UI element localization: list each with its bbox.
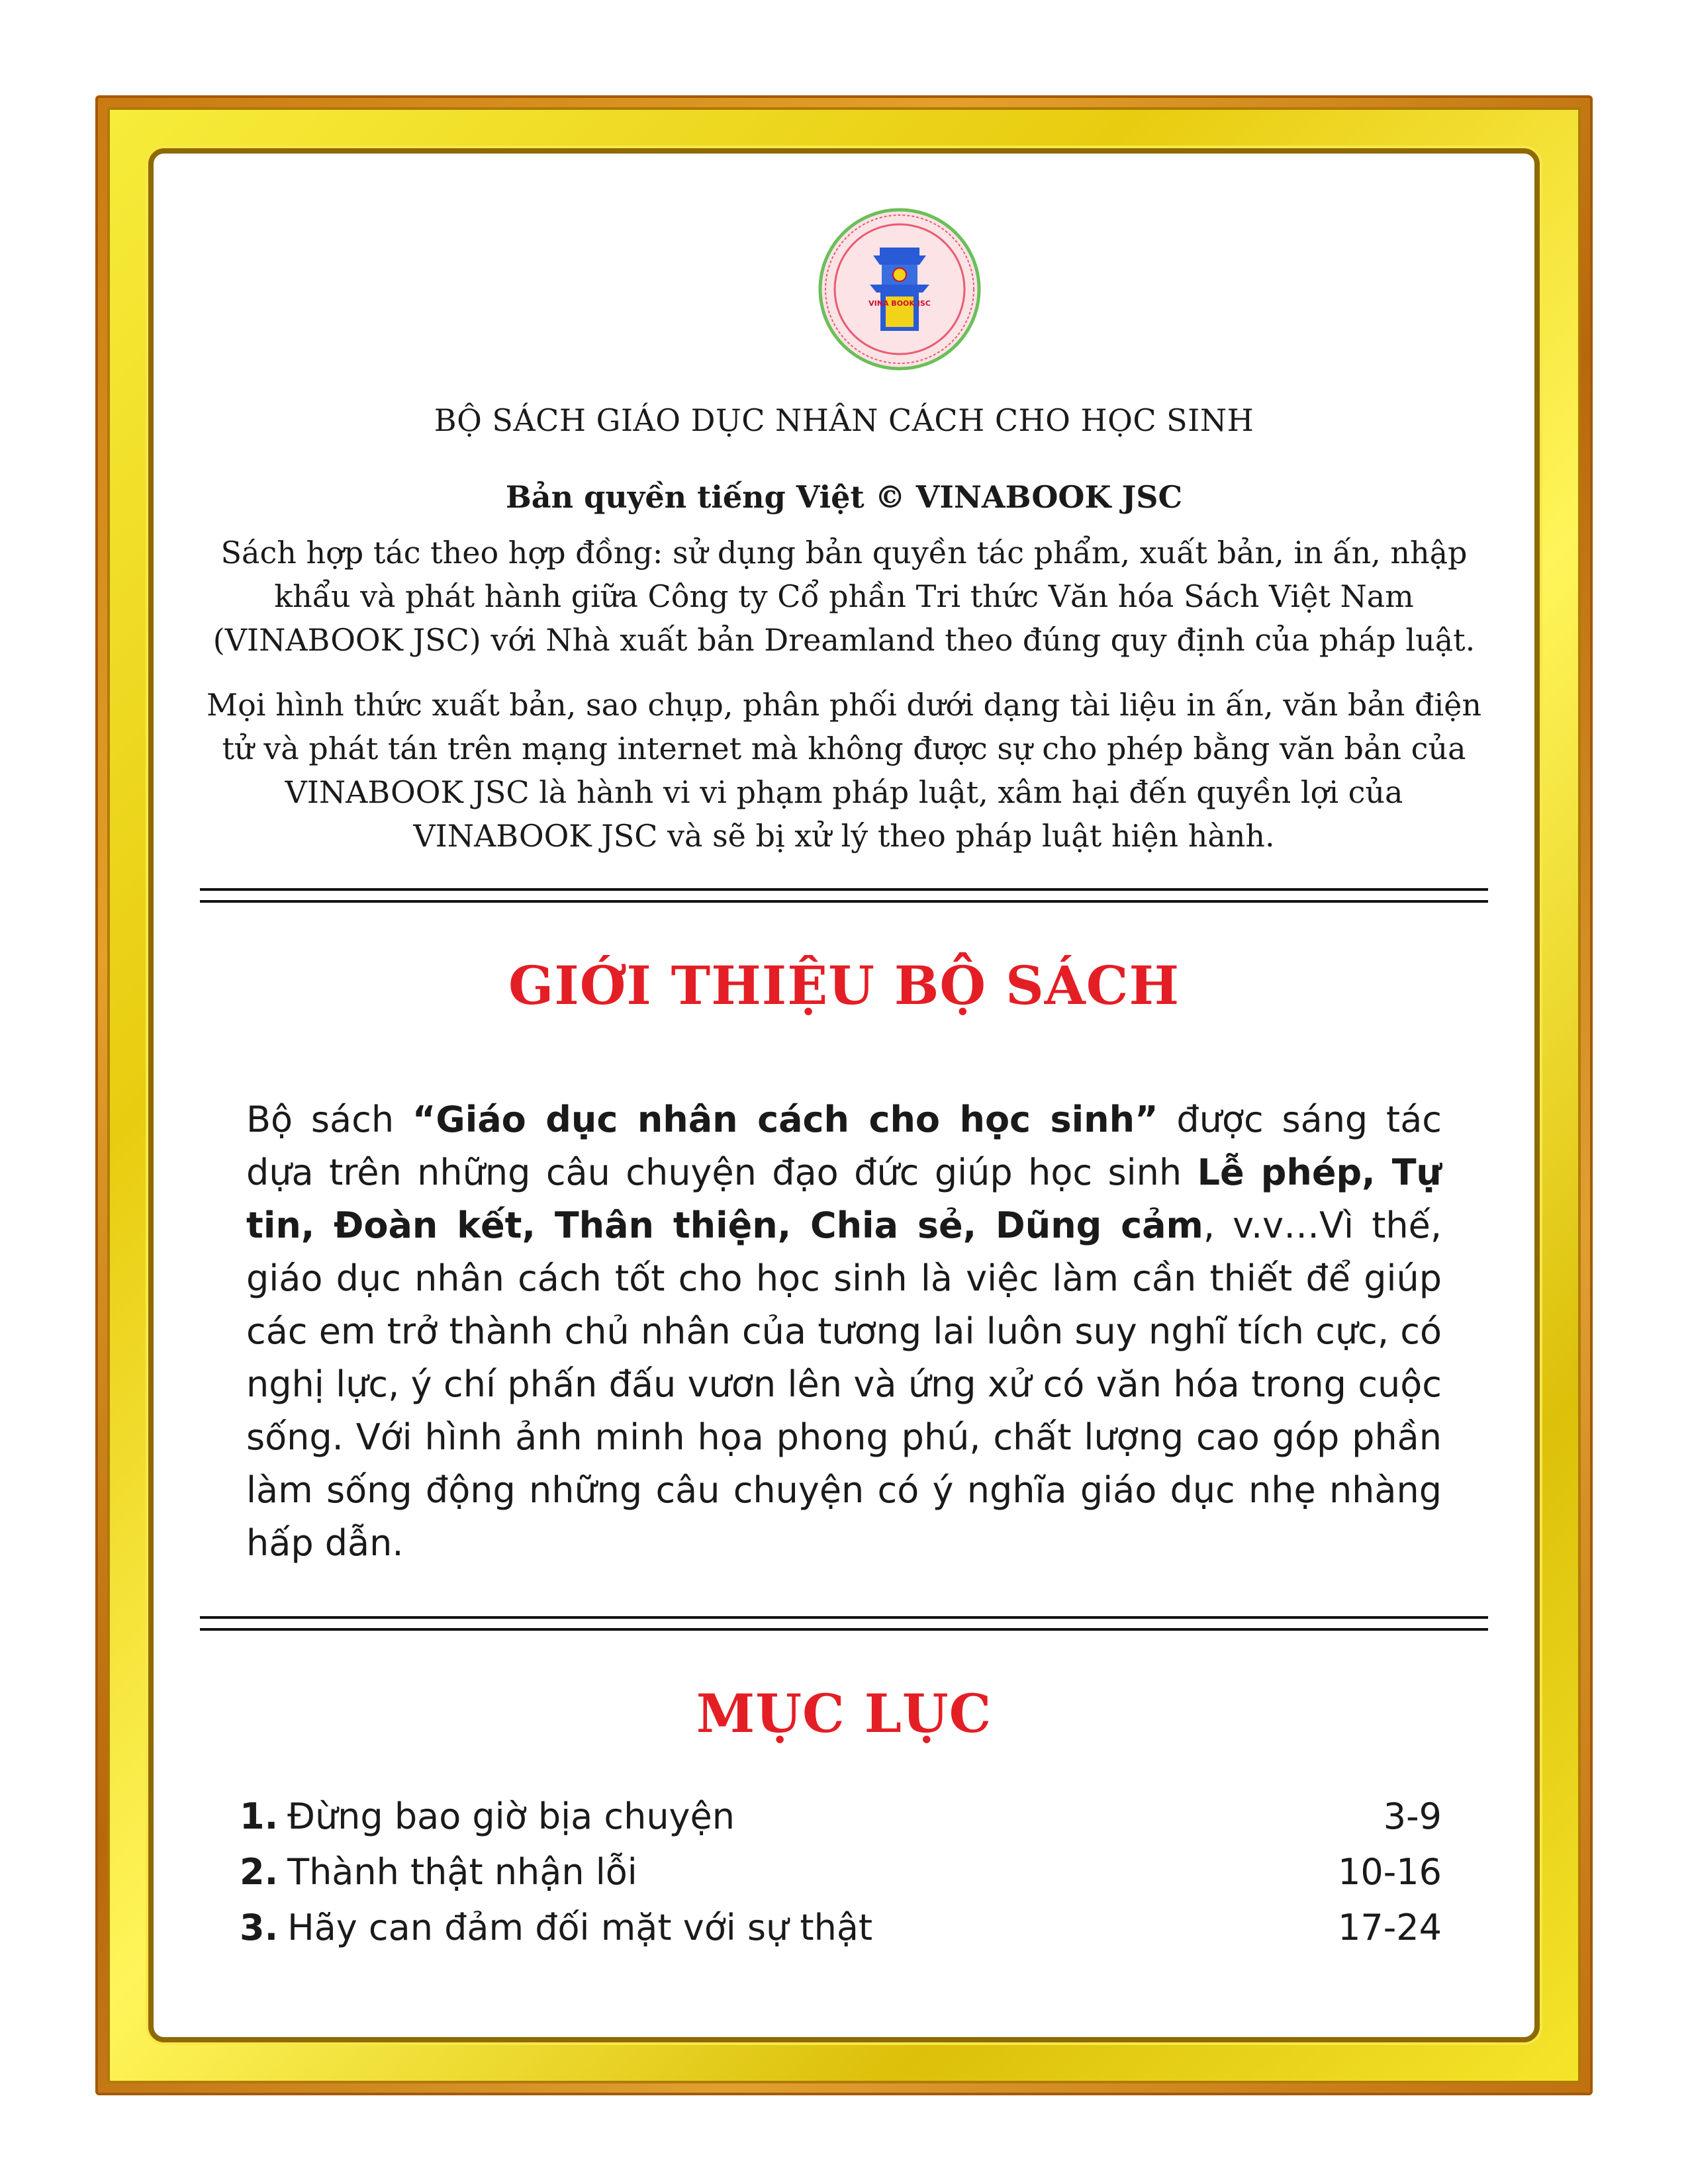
virtues-list: Lễ phép, Tự tin, Đoàn kết, Thân thiện, Chia sẻ, Dũng cảm	[246, 1152, 1442, 1246]
publisher-seal-logo	[817, 206, 982, 372]
copyright-line: Bản quyền tiếng Việt © VINABOOK JSC	[505, 479, 1183, 515]
double-rule-divider	[200, 888, 1488, 903]
intro-text-start: Bộ sách	[246, 1099, 412, 1140]
page-content	[154, 154, 1534, 2037]
toc-entry-title-group	[240, 1796, 735, 1837]
intro-text-end: , v.v…Vì thế, giáo dục nhân cách tốt cho học sinh là việc làm cần thiết để giúp các em trở thành chủ nhân của tương lai luôn suy nghĩ tích cực, có nghị lực, ý chí phấn đấu vươn lên và ứng xử có văn hóa trong cuộc sống. Với hình ảnh minh họa phong phú, chất lượng cao góp phần làm sống động những câu chuyện có ý nghĩa giáo dục nhẹ nhàng hấp dẫn.	[246, 1205, 1442, 1564]
toc-heading: MỤC LỤC	[696, 1682, 992, 1745]
toc-entry-pages: 3-9	[1383, 1795, 1442, 1837]
toc-entry-title-group	[240, 1851, 637, 1893]
toc-entry[interactable]	[240, 1788, 1442, 1844]
toc-entry-title: Thành thật nhận lỗi	[287, 1850, 637, 1893]
toc-entry-number: 1.	[240, 1795, 279, 1837]
series-title: BỘ SÁCH GIÁO DỤC NHÂN CÁCH CHO HỌC SINH	[434, 402, 1254, 438]
toc-entry-number: 2.	[240, 1850, 279, 1893]
ornate-frame	[95, 95, 1593, 2095]
legal-paragraph-cooperation: Sách hợp tác theo hợp đồng: sử dụng bản quyền tác phẩm, xuất bản, in ấn, nhập khẩu và phát hành giữa Công ty Cổ phần Tri thức Văn hóa Sách Việt Nam (VINABOOK JSC) với Nhà xuất bản Dreamland theo đúng quy định của pháp luật.	[212, 535, 1476, 658]
series-name: “Giáo dục nhân cách cho học sinh”	[412, 1099, 1158, 1140]
intro-paragraph	[246, 1093, 1442, 1570]
seal-text: VINA BOOK JSC	[868, 299, 931, 308]
toc-entry-title-group	[240, 1907, 872, 1948]
legal-paragraph-warning: Mọi hình thức xuất bản, sao chụp, phân phối dưới dạng tài liệu in ấn, văn bản điện tử và phát tán trên mạng internet mà không được sự cho phép bằng văn bản của VINABOOK JSC là hành vi vi phạm pháp luật, xâm hại đến quyền lợi của VINABOOK JSC và sẽ bị xử lý theo pháp luật hiện hành.	[206, 687, 1482, 854]
table-of-contents	[240, 1788, 1442, 1955]
toc-entry-number: 3.	[240, 1906, 279, 1948]
gold-border	[107, 107, 1581, 2083]
toc-entry-title: Đừng bao giờ bịa chuyện	[287, 1795, 735, 1837]
double-rule-divider	[200, 1616, 1488, 1631]
page-panel	[148, 148, 1540, 2042]
toc-entry-title: Hãy can đảm đối mặt với sự thật	[287, 1906, 873, 1948]
intro-heading: GIỚI THIỆU BỘ SÁCH	[508, 954, 1180, 1017]
toc-entry-pages: 10-16	[1338, 1850, 1442, 1893]
toc-entry[interactable]	[240, 1899, 1442, 1955]
toc-entry[interactable]	[240, 1844, 1442, 1899]
intro-text-middle: được sáng tác dựa trên những câu chuyện đạo đức giúp học sinh	[246, 1099, 1442, 1193]
toc-entry-pages: 17-24	[1338, 1906, 1442, 1948]
